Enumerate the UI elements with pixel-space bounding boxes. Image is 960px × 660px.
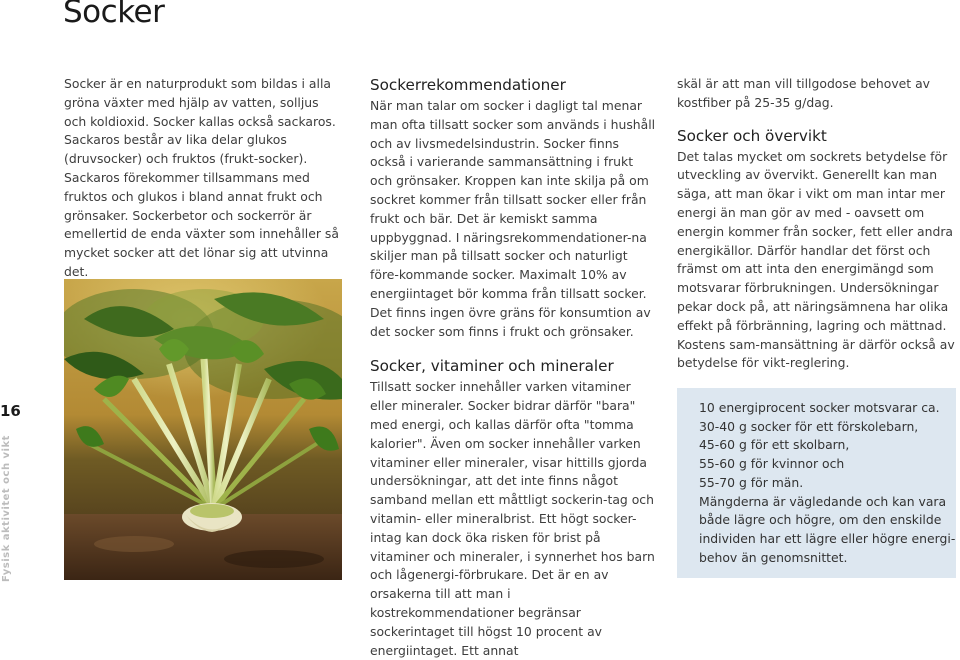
- page-number: 16: [0, 402, 21, 420]
- info-line: 45-60 g för ett skolbarn,: [699, 437, 850, 453]
- info-line: 55-60 g för kvinnor och: [699, 456, 845, 472]
- section-heading-vitamins-minerals: Socker, vitaminer och mineraler: [370, 357, 614, 376]
- page-title: Socker: [63, 0, 165, 30]
- info-line: 10 energiprocent socker motsvarar ca.: [699, 400, 940, 415]
- overweight-paragraph: Det talas mycket om sockrets betydelse för utveckling av övervikt. Generellt kan man säga, att man ökar i vikt om man intar mer energi än man gör av med - oavsett om energin kommer från socker, fett eller andra energikällor. Därför handlar det först och främst om att inta den energimängd som motsvarar förbrukningen. Undersökningar pekar dock på, att näringsämnena har olika effekt på förbränning, lagring och mättnad. Kostens sam-mansättning är därför också av betydelse för vikt-reglering.: [677, 148, 955, 371]
- info-line: Mängderna är vägledande och kan vara: [699, 493, 947, 509]
- info-line: 30-40 g socker för ett förskolebarn,: [699, 418, 919, 434]
- column-overweight: [677, 75, 955, 373]
- side-section-label: [1, 432, 19, 582]
- info-line: både lägre och högre, om den enskilde: [699, 512, 942, 528]
- intro-paragraph: Socker är en naturprodukt som bildas i alla gröna växter med hjälp av vatten, solljus och koldioxid. Socker kallas också sackaros. Sackaros består av lika delar glukos (druvsocker) och fruktos (frukt-socker). Sackaros förekommer tillsammans med fruktos och glukos i bland annat frukt och grönsaker. Sockerbetor och sockerrör är emellertid de enda växter som innehåller så mycket socker att det lönar sig att utvinna det.: [64, 76, 339, 279]
- vitamins-minerals-paragraph: Tillsatt socker innehåller varken vitaminer eller mineraler. Socker bidrar därför "bara" med energi, och kallas därför ofta "tomma kalorier". Även om socker innehåller varken vitaminer eller mineraler, visar hittills gjorda undersökningar, att det inte finns något samband mellan ett måttligt sockerin-tag och vitamin- eller mineralbrist. Ett högt socker-intag kan dock öka risken för brist på vitaminer och mineraler, i synnerhet hos barn och lågenergi-förbrukare. Det är en av orsakerna till att man i kostrekommendationer begränsar sockerintaget till högst 10 procent av energiintaget. Ett annat: [370, 379, 655, 658]
- section-heading-overweight: Socker och övervikt: [677, 126, 827, 145]
- column-intro: [64, 75, 344, 282]
- sugar-beet-illustration: [64, 279, 342, 580]
- column-recommendations: [370, 76, 658, 660]
- section-heading-recommendations: Sockerrekommendationer: [370, 76, 566, 94]
- side-section-label-text: Fysisk aktivitet och vikt: [1, 435, 12, 582]
- info-box-sugar-amounts: [677, 388, 956, 578]
- info-line: behov än genomsnittet.: [699, 549, 848, 565]
- info-line: individen har ett lägre eller högre energi-: [699, 530, 956, 546]
- info-line: 55-70 g för män.: [699, 474, 804, 490]
- continued-paragraph: skäl är att man vill tillgodose behovet av kostfiber på 25-35 g/dag.: [677, 76, 931, 110]
- sugar-beet-photo: [64, 279, 342, 580]
- recommendations-paragraph: När man talar om socker i dagligt tal menar man ofta tillsatt socker som används i hushåll och av livsmedelsindustrin. Socker finns också i varierande sammansättning i frukt och grönsaker. Kroppen kan inte skilja på om sockret kommer från tillsatt socker eller från frukt och bär. Det är kemiskt samma uppbyggnad. I näringsrekommendationer-na skiljer man på tillsatt socker och naturligt före-kommande socker. Maximalt 10% av energiintaget bör komma från tillsatt socker. Det finns ingen övre gräns för konsumtion av det socker som finns i frukt och grönsaker.: [370, 98, 656, 339]
